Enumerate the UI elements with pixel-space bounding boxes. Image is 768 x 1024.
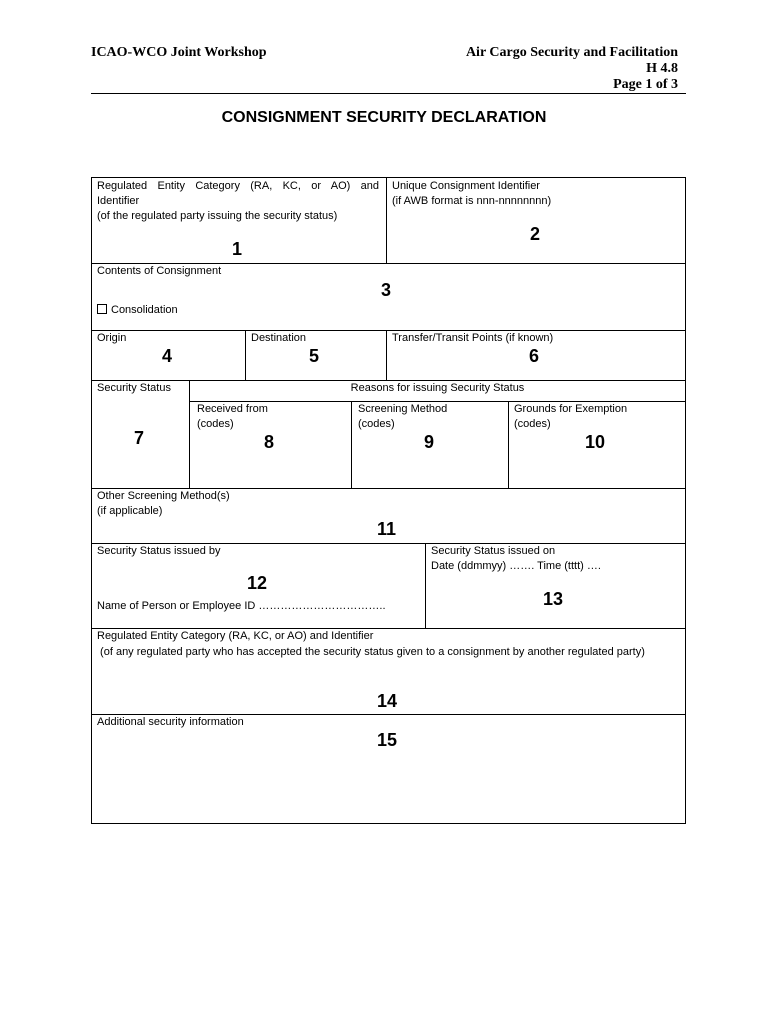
box-7-label: Security Status (97, 382, 171, 394)
box-12-label: Security Status issued by (97, 545, 221, 557)
box-14-label: Regulated Entity Category (RA, KC, or AO) and Identifier (97, 630, 374, 642)
box-10-label-2: (codes) (514, 418, 551, 430)
box-13-issued-on[interactable] (426, 544, 685, 628)
header-workshop-title: Air Cargo Security and Facilitation (465, 45, 678, 60)
box-15-number: 15 (377, 730, 398, 750)
box-11-number: 11 (377, 519, 397, 539)
box-14-number: 14 (377, 691, 398, 711)
box-3-number: 3 (381, 280, 392, 300)
box-8-received-from[interactable] (190, 402, 351, 488)
header-rule (91, 93, 686, 94)
box-10-label: Grounds for Exemption (514, 403, 628, 415)
reasons-header (190, 381, 685, 401)
box-12-name-line: Name of Person or Employee ID …………………………….. (97, 600, 386, 612)
box-2-label: Unique Consignment Identifier (392, 180, 540, 192)
header-right (466, 45, 678, 93)
box-5-number: 5 (309, 346, 320, 366)
box-2-label-2: (if AWB format is nnn-nnnnnnnn) (392, 195, 552, 207)
box-2-number: 2 (530, 224, 541, 244)
box-3-contents[interactable] (92, 264, 685, 330)
box-8-label: Received from (197, 403, 268, 415)
consolidation-checkbox[interactable] (97, 303, 178, 319)
box-6-transfer-points[interactable] (387, 331, 685, 380)
consolidation-label: Consolidation (111, 304, 178, 316)
reasons-header-label: Reasons for issuing Security Status (350, 382, 525, 394)
box-8-number: 8 (264, 432, 275, 452)
box-11-label: Other Screening Method(s) (97, 490, 230, 502)
box-6-label: Transfer/Transit Points (if known) (392, 332, 554, 344)
header-left: ICAO-WCO Joint Workshop (91, 45, 267, 60)
box-1-label-3: (of the regulated party issuing the security status) (97, 210, 338, 222)
box-2-consignment-identifier[interactable] (387, 178, 685, 263)
box-9-screening-method[interactable] (352, 402, 508, 488)
header-page-number: Page 1 of 3 (613, 77, 678, 92)
box-13-number: 13 (543, 589, 564, 609)
box-5-label: Destination (251, 332, 307, 344)
box-4-label: Origin (97, 332, 127, 344)
box-9-label-2: (codes) (358, 418, 395, 430)
checkbox-icon[interactable] (97, 304, 107, 314)
box-9-number: 9 (424, 432, 435, 452)
page-title: CONSIGNMENT SECURITY DECLARATION (221, 109, 547, 126)
box-9-label: Screening Method (358, 403, 448, 415)
box-13-label: Security Status issued on (431, 545, 556, 557)
box-14-label-2: (of any regulated party who has accepted the security status given to a consignment by another regulated party) (97, 646, 645, 658)
box-12-number: 12 (247, 573, 268, 593)
box-5-destination[interactable] (246, 331, 386, 380)
header-document-code: H 4.8 (646, 61, 678, 76)
declaration-form (91, 177, 686, 824)
box-12-issued-by[interactable] (92, 544, 425, 628)
box-11-label-2: (if applicable) (97, 505, 163, 517)
box-6-number: 6 (529, 346, 540, 366)
box-15-label: Additional security information (97, 716, 244, 728)
box-10-number: 10 (585, 432, 606, 452)
box-7-security-status[interactable] (92, 381, 189, 488)
box-7-number: 7 (134, 428, 145, 448)
box-1-label: Regulated Entity Category (RA, KC, or AO) and (97, 180, 379, 192)
box-1-regulated-entity[interactable] (92, 178, 386, 263)
box-14-accepting-regulated-entity[interactable] (92, 629, 685, 714)
box-3-label: Contents of Consignment (97, 265, 222, 277)
box-11-other-screening-methods[interactable] (92, 489, 685, 543)
box-4-origin[interactable] (92, 331, 245, 380)
box-10-grounds-for-exemption[interactable] (509, 402, 685, 488)
box-13-date-line: Date (ddmmyy) ……. Time (tttt) …. (431, 560, 601, 572)
box-4-number: 4 (162, 346, 173, 366)
box-1-number: 1 (232, 239, 243, 259)
box-15-additional-security-info[interactable] (92, 715, 685, 823)
box-1-label-2: Identifier (97, 195, 140, 207)
box-8-label-2: (codes) (197, 418, 234, 430)
